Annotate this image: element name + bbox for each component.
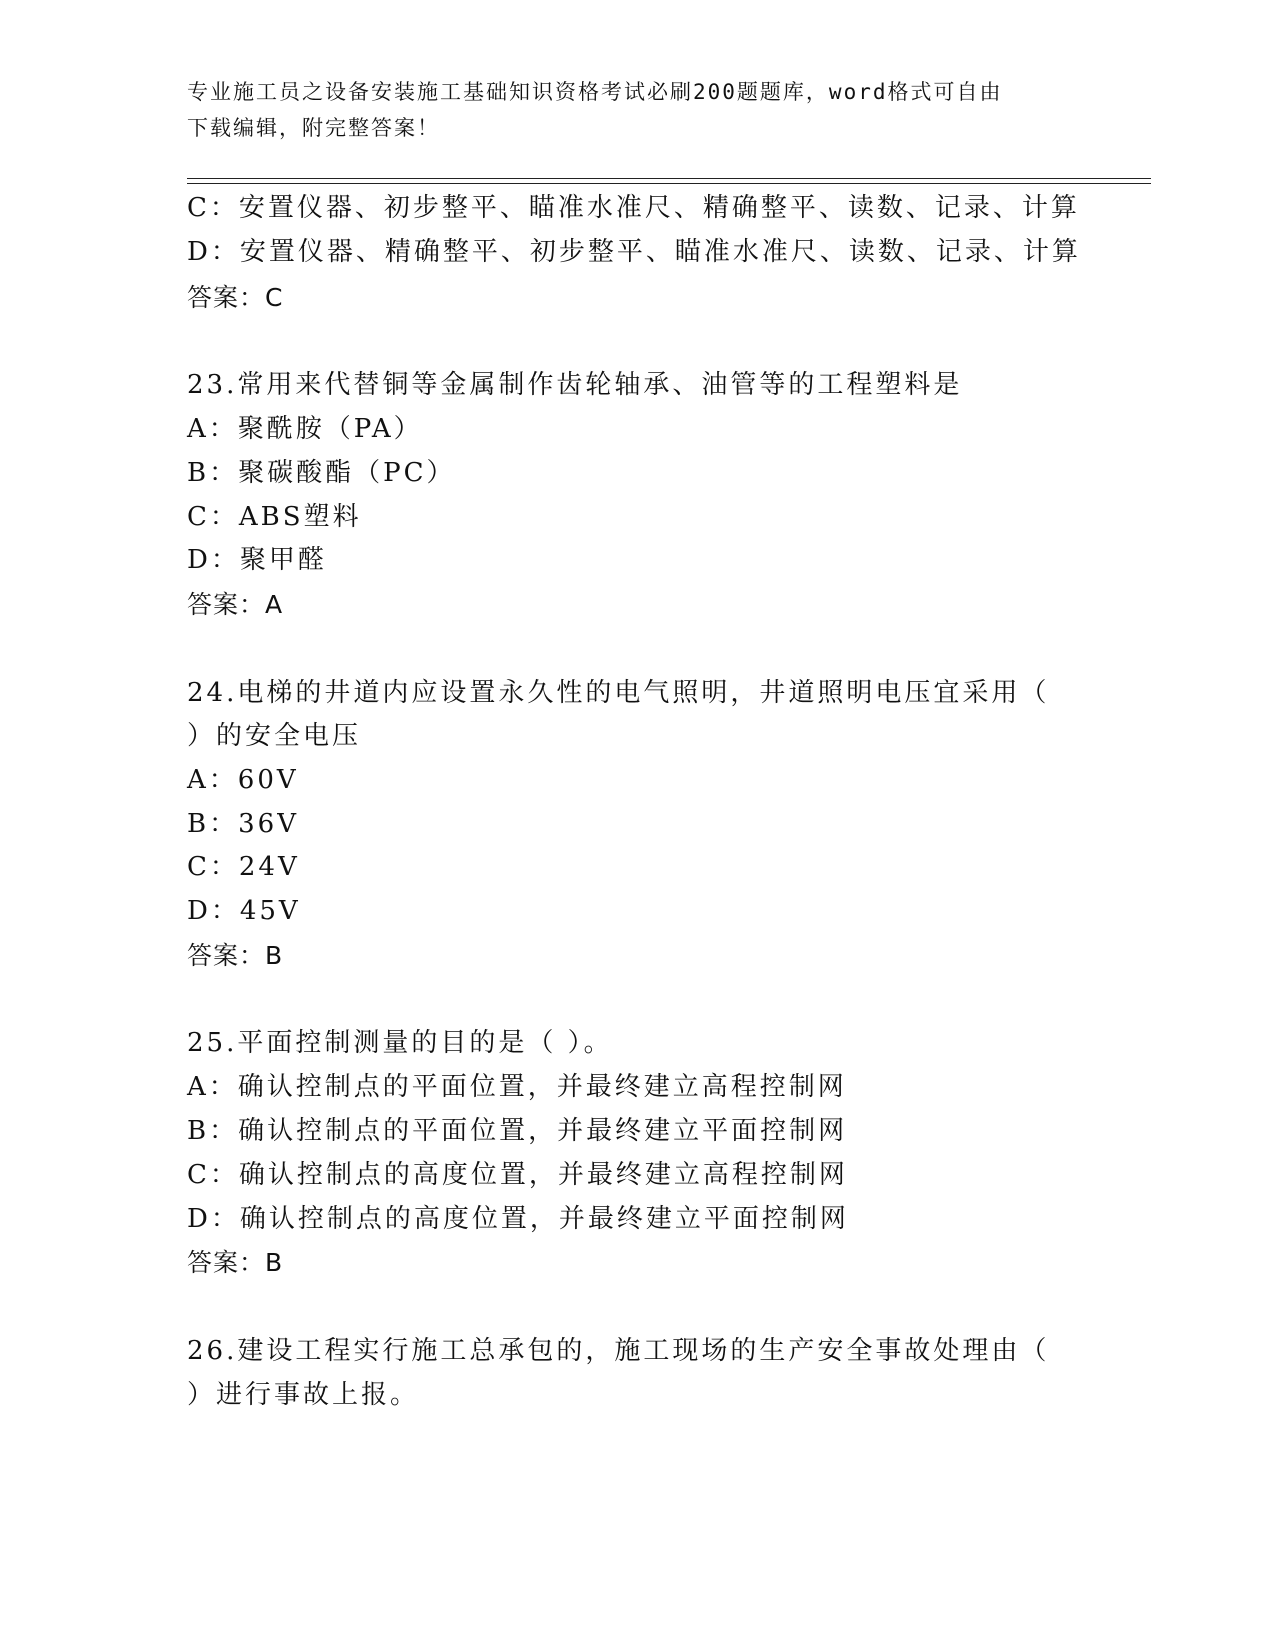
q25-option-d: D：确认控制点的高度位置，并最终建立平面控制网	[187, 1204, 849, 1234]
q23-option-c: C：ABS塑料	[187, 502, 362, 532]
header-rule-bottom	[187, 183, 1151, 184]
q22-option-d: D：安置仪器、精确整平、初步整平、瞄准水准尺、读数、记录、计算	[187, 237, 1081, 267]
q23-answer: 答案：A	[187, 590, 284, 619]
q24-option-a: A：60V	[187, 765, 299, 795]
q25-option-c: C：确认控制点的高度位置，并最终建立高程控制网	[187, 1160, 848, 1190]
q23-option-b: B：聚碳酸酯（PC）	[187, 458, 456, 488]
q23-option-a: A：聚酰胺（PA）	[187, 414, 423, 444]
q24-answer: 答案：B	[187, 941, 284, 970]
q24-question-line-2: ）的安全电压	[187, 721, 362, 751]
q24-option-c: C：24V	[187, 852, 300, 882]
q26-question-line-2: ）进行事故上报。	[187, 1380, 420, 1410]
header-rule-top	[187, 178, 1151, 179]
q24-option-b: B：36V	[187, 809, 299, 839]
q25-option-b: B：确认控制点的平面位置，并最终建立平面控制网	[187, 1116, 848, 1146]
document-header	[187, 74, 1067, 146]
q26-question-line-1: 26.建设工程实行施工总承包的，施工现场的生产安全事故处理由（	[187, 1336, 1050, 1366]
q24-option-d: D：45V	[187, 896, 301, 926]
q24-question-line-1: 24.电梯的井道内应设置永久性的电气照明，井道照明电压宜采用（	[187, 678, 1050, 708]
header-line-2: 下载编辑，附完整答案！	[187, 116, 440, 140]
q23-question: 23.常用来代替铜等金属制作齿轮轴承、油管等的工程塑料是	[187, 370, 963, 400]
q22-option-c: C：安置仪器、初步整平、瞄准水准尺、精确整平、读数、记录、计算	[187, 193, 1080, 223]
q23-option-d: D：聚甲醛	[187, 545, 327, 575]
q25-answer: 答案：B	[187, 1248, 284, 1277]
q22-answer: 答案：C	[187, 283, 284, 312]
q25-question: 25.平面控制测量的目的是（ ）。	[187, 1028, 613, 1058]
header-line-1: 专业施工员之设备安装施工基础知识资格考试必刷200题题库，word格式可自由	[187, 80, 1003, 104]
q25-option-a: A：确认控制点的平面位置，并最终建立高程控制网	[187, 1072, 847, 1102]
